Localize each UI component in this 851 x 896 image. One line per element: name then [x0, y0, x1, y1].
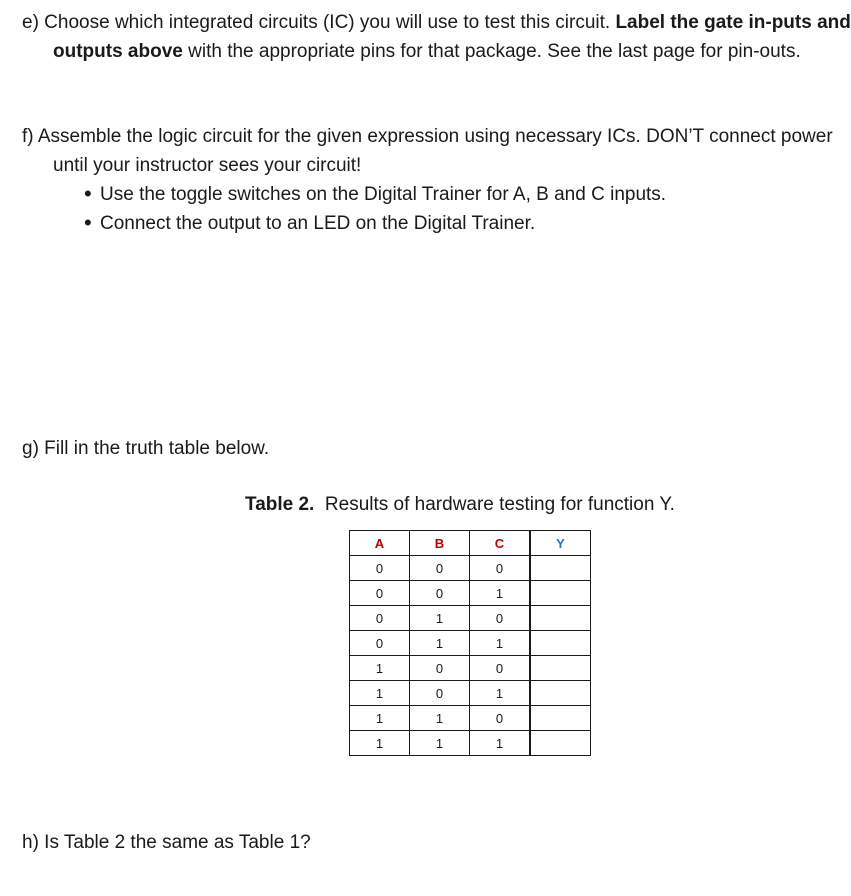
cell-a: 0 — [350, 581, 410, 606]
table-row — [350, 706, 591, 731]
header-a: A — [350, 531, 410, 556]
cell-b: 0 — [410, 581, 470, 606]
cell-y[interactable] — [530, 731, 591, 756]
section-e-text-1: e) Choose which integrated circuits (IC) you will use to test this circuit. — [22, 12, 616, 33]
cell-b: 1 — [410, 731, 470, 756]
cell-c: 1 — [470, 581, 531, 606]
header-b: B — [410, 531, 470, 556]
cell-c: 1 — [470, 731, 531, 756]
cell-y[interactable] — [530, 681, 591, 706]
cell-a: 0 — [350, 606, 410, 631]
bullet-connect-led: • Connect the output to an LED on the Digital Trainer. — [84, 209, 666, 238]
section-f-bullet-list — [84, 180, 666, 238]
cell-b: 1 — [410, 631, 470, 656]
cell-a: 1 — [350, 656, 410, 681]
table-row — [350, 681, 591, 706]
section-e-instructions — [22, 9, 851, 66]
truth-table — [349, 530, 591, 756]
cell-b: 0 — [410, 681, 470, 706]
cell-a: 0 — [350, 556, 410, 581]
truth-table-header-row — [350, 531, 591, 556]
table-caption-label: Table 2. — [245, 494, 315, 515]
section-e-bold-instruction: Label the gate in-puts and outputs above — [53, 12, 851, 62]
table-caption-text: Results of hardware testing for function Y. — [324, 494, 675, 515]
cell-a: 1 — [350, 681, 410, 706]
cell-c: 1 — [470, 631, 531, 656]
table-row — [350, 556, 591, 581]
cell-c: 0 — [470, 606, 531, 631]
cell-a: 0 — [350, 631, 410, 656]
section-h-question: h) Is Table 2 the same as Table 1? — [22, 832, 311, 853]
table-caption — [245, 492, 675, 518]
cell-c: 1 — [470, 681, 531, 706]
cell-b: 1 — [410, 606, 470, 631]
cell-c: 0 — [470, 656, 531, 681]
cell-a: 1 — [350, 731, 410, 756]
cell-c: 0 — [470, 556, 531, 581]
table-row — [350, 731, 591, 756]
bullet-toggle-switches: • Use the toggle switches on the Digital Trainer for A, B and C inputs. — [84, 180, 666, 209]
section-g-instructions: g) Fill in the truth table below. — [22, 438, 270, 459]
cell-c: 0 — [470, 706, 531, 731]
section-f-instructions: f) Assemble the logic circuit for the given expression using necessary ICs. DON’T connect power until your instructor sees your circuit! — [22, 126, 833, 176]
cell-y[interactable] — [530, 581, 591, 606]
cell-b: 0 — [410, 556, 470, 581]
table-row — [350, 631, 591, 656]
cell-y[interactable] — [530, 706, 591, 731]
cell-y[interactable] — [530, 556, 591, 581]
cell-y[interactable] — [530, 606, 591, 631]
table-row — [350, 606, 591, 631]
table-row — [350, 581, 591, 606]
header-c: C — [470, 531, 531, 556]
cell-y[interactable] — [530, 631, 591, 656]
section-e-text-2: with the appropriate pins for that package. See the last page for pin-outs. — [182, 40, 801, 62]
cell-a: 1 — [350, 706, 410, 731]
table-row — [350, 656, 591, 681]
cell-b: 0 — [410, 656, 470, 681]
cell-y[interactable] — [530, 656, 591, 681]
cell-b: 1 — [410, 706, 470, 731]
header-y: Y — [530, 531, 591, 556]
